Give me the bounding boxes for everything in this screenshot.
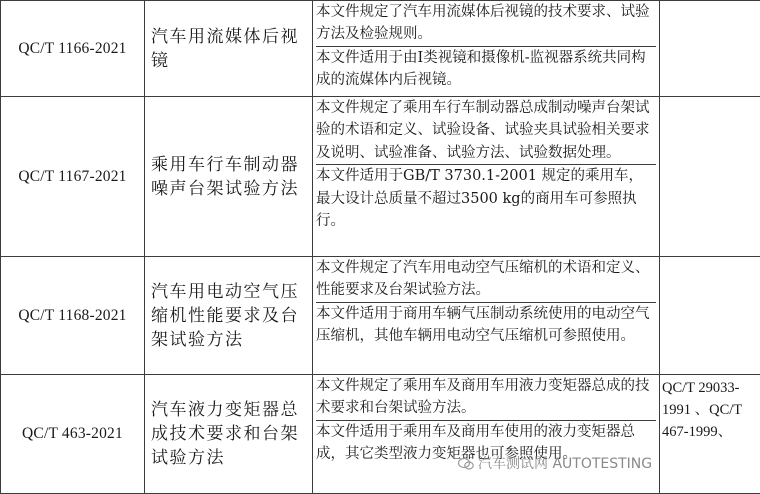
description-paragraph: 本文件规定了乘用车及商用车用液力变矩器总成的技术要求和台架试验方法。 [316,375,656,420]
description-paragraph: 本文件适用于由I类视镜和摄像机-监视器系统共同构成的流媒体内后视镜。 [316,46,656,92]
description-paragraph: 本文件规定了汽车用流媒体后视镜的技术要求、试验方法及检验规则。 [316,1,656,46]
standard-title: 汽车液力变矩器总成技术要求和台架试验方法 [145,375,313,494]
description-paragraph: 本文件适用于GB/T 3730.1-2001 规定的乘用车，最大设计总质量不超过3500 kg的商用车可参照执行。 [316,164,656,232]
standard-code: QC/T 1168-2021 [1,257,145,375]
standard-code: QC/T 1167-2021 [1,97,145,257]
watermark [458,453,652,473]
standard-description [313,257,660,375]
table-row [1,375,760,494]
chat-bubble-icon [458,457,474,471]
watermark-text: 汽车测试网 AUTOTESTING [478,456,652,472]
standard-title: 乘用车行车制动器噪声台架试验方法 [145,97,313,257]
replaced-standards [660,1,760,97]
standard-code: QC/T 1166-2021 [1,1,145,97]
description-paragraph: 本文件适用于商用车辆气压制动系统使用的电动空气压缩机，其他车辆用电动空气压缩机可参照使用。 [316,302,656,348]
description-paragraph: 本文件规定了乘用车行车制动器总成制动噪声台架试验的术语和定义、试验设备、试验夹具试验相关要求及说明、试验准备、试验方法、试验数据处理。 [316,97,656,164]
standard-description [313,375,660,494]
standard-description [313,97,660,257]
standard-description [313,1,660,97]
replaced-standards [660,97,760,257]
standard-code: QC/T 463-2021 [1,375,145,494]
replaced-standards: QC/T 29033-1991 、QC/T 467-1999、 [660,375,760,494]
table-row [1,257,760,375]
standard-title: 汽车用流媒体后视镜 [145,1,313,97]
replaced-standards [660,257,760,375]
standard-title: 汽车用电动空气压缩机性能要求及台架试验方法 [145,257,313,375]
description-paragraph: 本文件规定了汽车用电动空气压缩机的术语和定义、性能要求及台架试验方法。 [316,257,656,302]
table-row [1,97,760,257]
description-paragraph: 本文件适用于乘用车及商用车使用的液力变矩器总成，其它类型液力变矩器也可参照使用。 [316,420,656,466]
table-row [1,1,760,97]
